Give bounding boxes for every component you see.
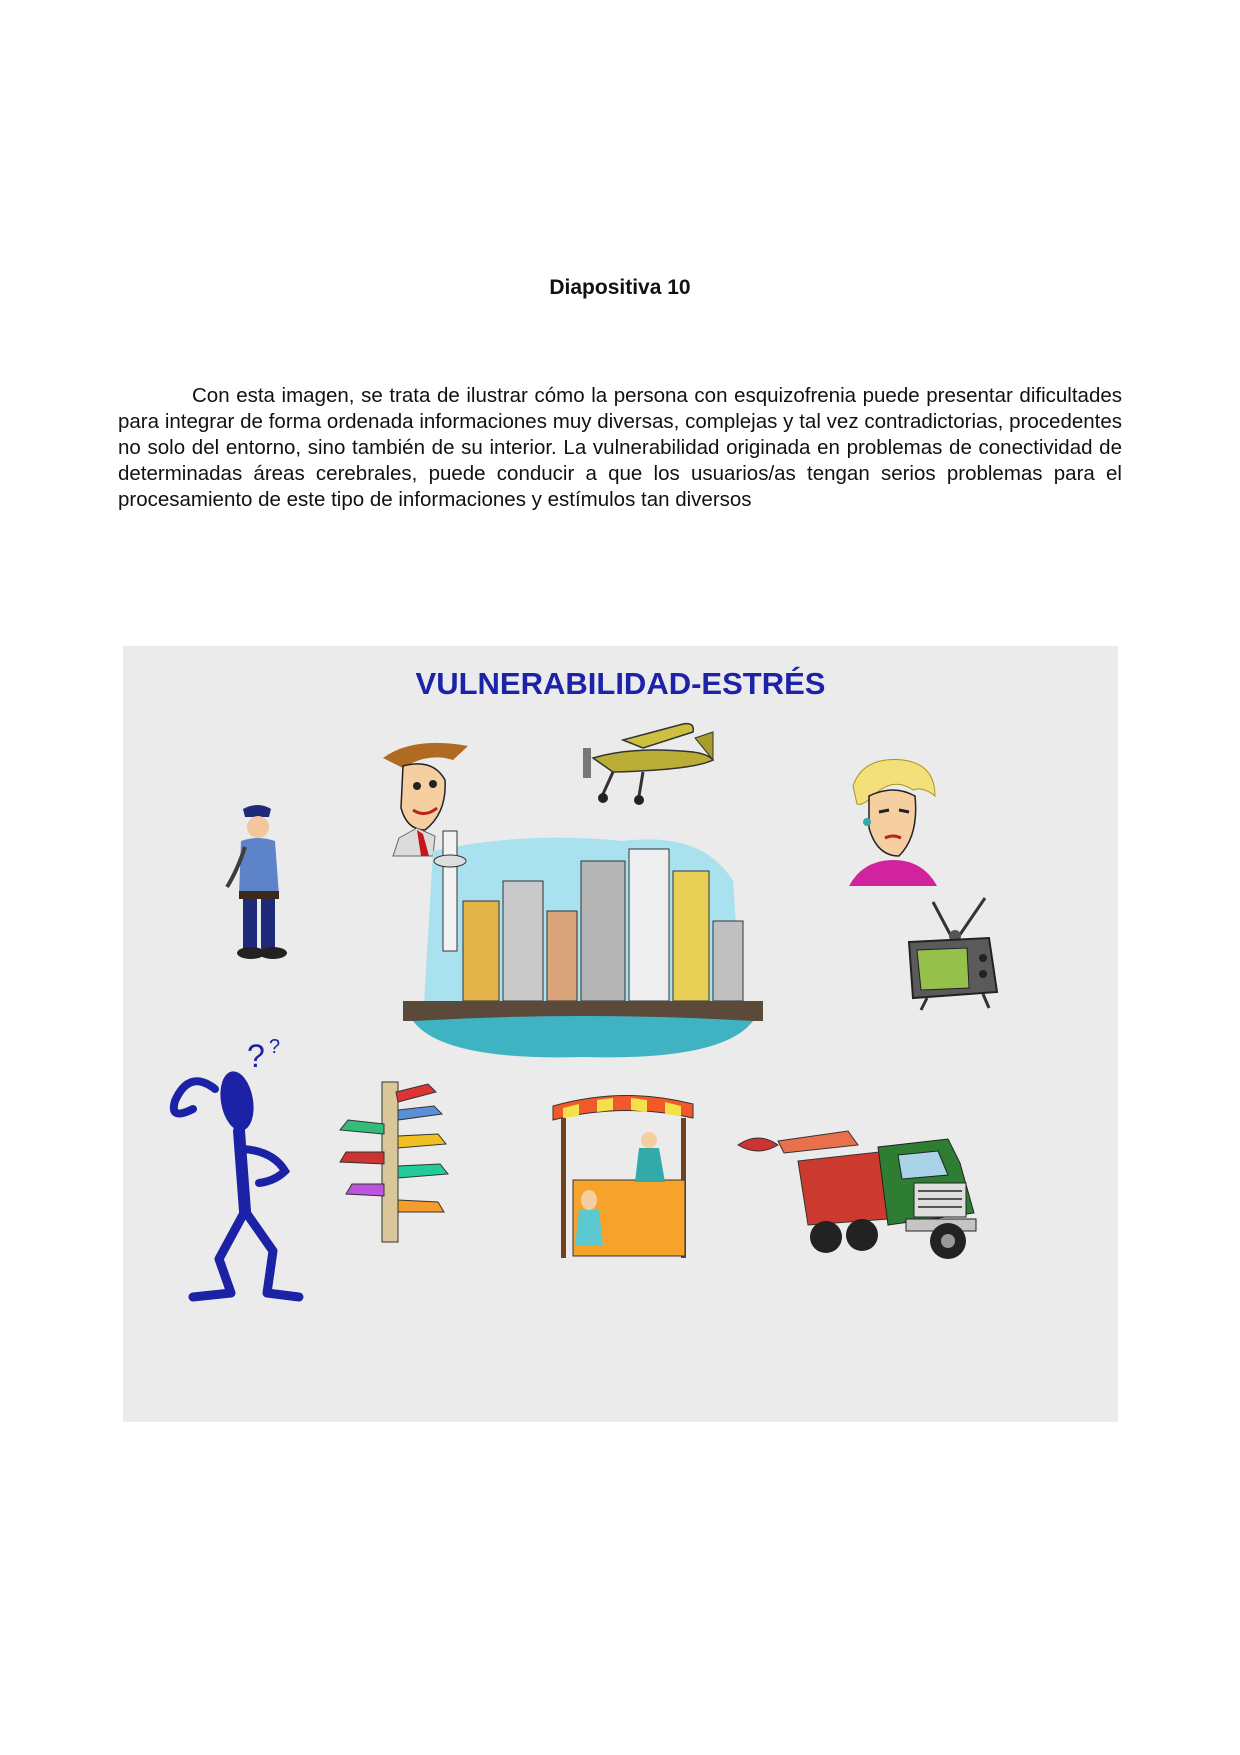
svg-text:?: ? [247,1038,265,1074]
slide-image [123,646,1118,1422]
truck-icon [738,1101,1013,1276]
signpost-icon [338,1074,458,1244]
television-icon [903,896,1003,1011]
policeman-icon [223,801,298,961]
city-skyline-icon [403,821,763,1061]
confused-stick-figure-icon [163,1031,298,1301]
slide-title: VULNERABILIDAD-ESTRÉS [415,666,826,701]
woman-icon [843,756,943,886]
airplane-icon [573,718,723,808]
svg-text:?: ? [269,1036,281,1058]
market-stall-icon [553,1086,698,1261]
body-paragraph: Con esta imagen, se trata de ilustrar cómo la persona con esquizofrenia puede presentar dificultades para integrar de forma ordenada informaciones muy diversas, complejas y tal vez contradictorias, procedentes no solo del entorno, sino también de su interior. La vulnerabilidad originada en problemas de conectividad de determinadas áreas cerebrales, puede conducir a que los usuarios/as tengan serios problemas para el procesamiento de este tipo de informaciones y estímulos tan diversos [118,384,1122,511]
page-heading: Diapositiva 10 [549,276,691,299]
